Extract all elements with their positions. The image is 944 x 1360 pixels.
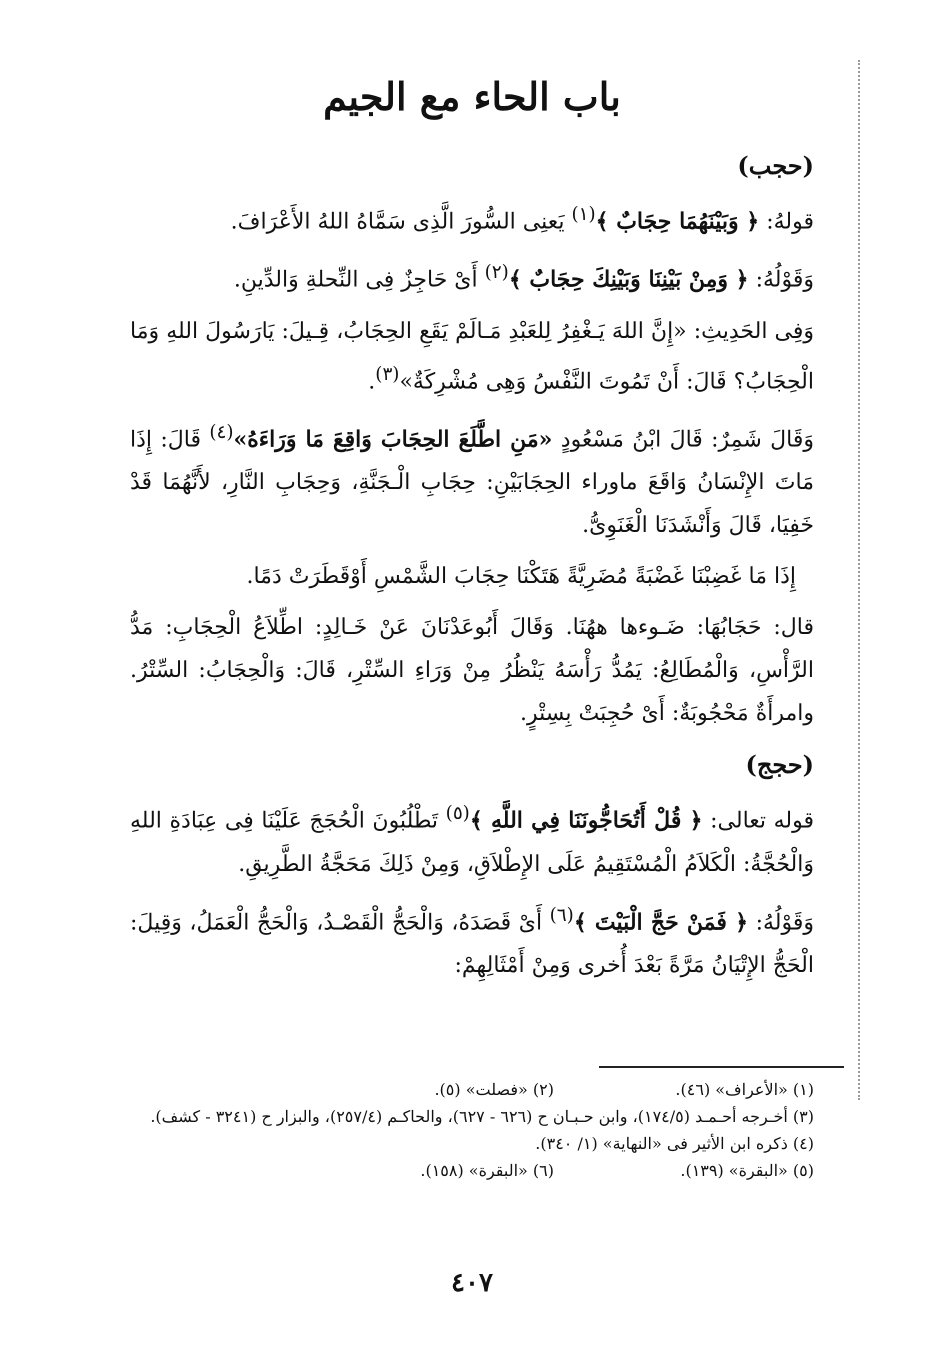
poetry-verse: إِذَا مَا غَضِبْنَا غَضْبَةً مُضَرِيَّةً هَتَكْنَا حِجَابَ الشَّمْسِ أَوْقَطَرَتْ دَمًا. [246, 564, 796, 590]
quran-quote: ﴿ قُلْ أَتُحَاجُّونَنَا فِي اللَّهِ ﴾ [469, 807, 703, 834]
paragraph [130, 411, 814, 547]
paragraph-text: أَىْ حَاجِزٌ فِى النِّحلةِ وَالدِّينِ. [233, 267, 485, 293]
paragraph-text: تَطْلُبُونَ الْحُجَجَ عَلَيْنَا فِى عِبَادَةِ اللهِ وَالْحُجَّةُ: الْكَلاَمُ الْمُسْتَقِيمُ عَلَى الإِطْلاَقِ، وَمِنْ ذَلِكَ مَحَجَّةُ الطَّرِيقِ. [130, 808, 814, 877]
footnote-ref: (٥) [445, 803, 470, 825]
footnote: (٦) «البقرة» (١٥٨). [420, 1161, 554, 1180]
footnote: (٥) «البقرة» (١٣٩). [680, 1161, 814, 1180]
paragraph-lead: قوله تعالى: [702, 808, 815, 834]
paragraph-lead: وَقَوْلُهُ: [748, 267, 814, 293]
paragraph [130, 792, 814, 885]
hadith-quote: «إِنَّ اللهَ يَـغْفِرُ لِلعَبْدِ مَـالَمْ يَقَعِ الحِجَابُ، قِـيلَ: يَارَسُولَ اللهِ وَمَا الْحِجَابُ؟ قَالَ: أَنْ تَمُوتَ النَّفْسُ وَهِى مُشْرِكَةٌ» [130, 318, 814, 394]
footnote-line [110, 1157, 814, 1184]
paragraph-lead: وَفِى الحَدِيثِ: [686, 318, 814, 344]
page-gutter-line [858, 60, 860, 1100]
footnote-ref: (٣) [375, 363, 400, 385]
main-text [130, 140, 814, 995]
footnote-ref: (٦) [549, 904, 574, 926]
paragraph-lead: وَقَوْلُهُ: [748, 909, 814, 935]
footnotes [110, 1076, 814, 1184]
paragraph-text: يَعنِى السُّورَ الَّذِى سَمَّاهُ اللهُ الأَعْرَافَ. [230, 209, 572, 235]
footnote-separator [599, 1066, 844, 1068]
paragraph-lead: وَقَالَ شَمِرٌ: قَالَ ابْنُ مَسْعُودٍ [552, 427, 814, 453]
paragraph [130, 310, 814, 403]
quran-quote: ﴿ وَمِنْ بَيْنِنَا وَبَيْنِكَ حِجَابٌ ﴾ [508, 266, 749, 293]
quran-quote: ﴿ فَمَنْ حَجَّ الْبَيْتَ ﴾ [573, 908, 749, 935]
page-number: ٤٠٧ [451, 1268, 493, 1298]
paragraph [130, 894, 814, 987]
footnote: (٢) «فصلت» (٥). [434, 1080, 554, 1099]
paragraph-text: . [368, 368, 376, 394]
footnote-ref: (٤) [209, 421, 234, 443]
footnote: (١) «الأعراف» (٤٦). [675, 1080, 814, 1099]
entry-heading-hajaj: (حجج) [745, 750, 814, 780]
footnote-ref: (٢) [484, 262, 509, 284]
entry-heading-hajab: (حجب) [737, 151, 814, 180]
footnote-line [110, 1076, 814, 1103]
paragraph-lead: قولهُ: [759, 209, 814, 235]
footnote: (٤) ذكره ابن الأثير فى «النهاية» (١/ ٣٤٠). [535, 1134, 814, 1153]
footnote-ref: (١) [571, 204, 596, 225]
chapter-title: باب الحاء مع الجيم [323, 74, 621, 119]
quran-quote: ﴿ وَبَيْنَهُمَا حِجَابٌ ﴾ [595, 208, 760, 235]
footnote: (٣) أخـرجه أحـمـد (١٧٤/٥)، وابن حـبـان ح (٦٢٦ - ٦٢٧)، والحاكـم (٢٥٧/٤)، والبزار ح (٣٢٤١ - كشف). [150, 1107, 814, 1126]
paragraph: قال: حَجَابُهَا: ضَـوءها ههُنَا. وَقَالَ أَبُوعَدْنَانَ عَنْ خَـالِدٍ: اطِّلاَعُ الْحِجَابِ: مَدُّ الرَّأْسِ، وَالْمُطَالِعُ: يَمُدُّ رَأْسَهُ يَنْظُرُ مِنْ وَرَاءِ السِّتْرِ، قَالَ: وَالْحِجَابُ: السِّتْرُ. وامرأَةٌ مَحْجُوبَةٌ: أَىْ حُجِبَتْ بِسِتْرٍ. [130, 615, 814, 727]
paragraph [130, 193, 814, 243]
hadith-quote: «مَنِ اطَّلَعَ الحِجَابَ وَاقِعَ مَا وَرَاءَهُ» [233, 426, 553, 453]
paragraph [130, 251, 814, 301]
paragraph-text: قَالَ: إِذَا مَاتَ الإِنْسَانُ وَاقَعَ ماوراء الحِجَابَيْنِ: حِجَابِ الْـجَنَّةِ، وَحِجَابِ النَّارِ، لأَنَّهُمَا قَدْ خَفِيَا، قَالَ وَأَنْشَدَنَا الْغَنَوِىُّ. [130, 427, 814, 539]
paragraph-text: أَىْ قَصَدَهُ، وَالْحَجُّ الْقَصْـدُ، وَالْحَجُّ الْعَمَلُ، وَقِيلَ: الْحَجُّ الإِتْيَانُ مَرَّةً بَعْدَ أُخرى وَمِنْ أَمْثَالِهِمْ: [130, 909, 814, 978]
